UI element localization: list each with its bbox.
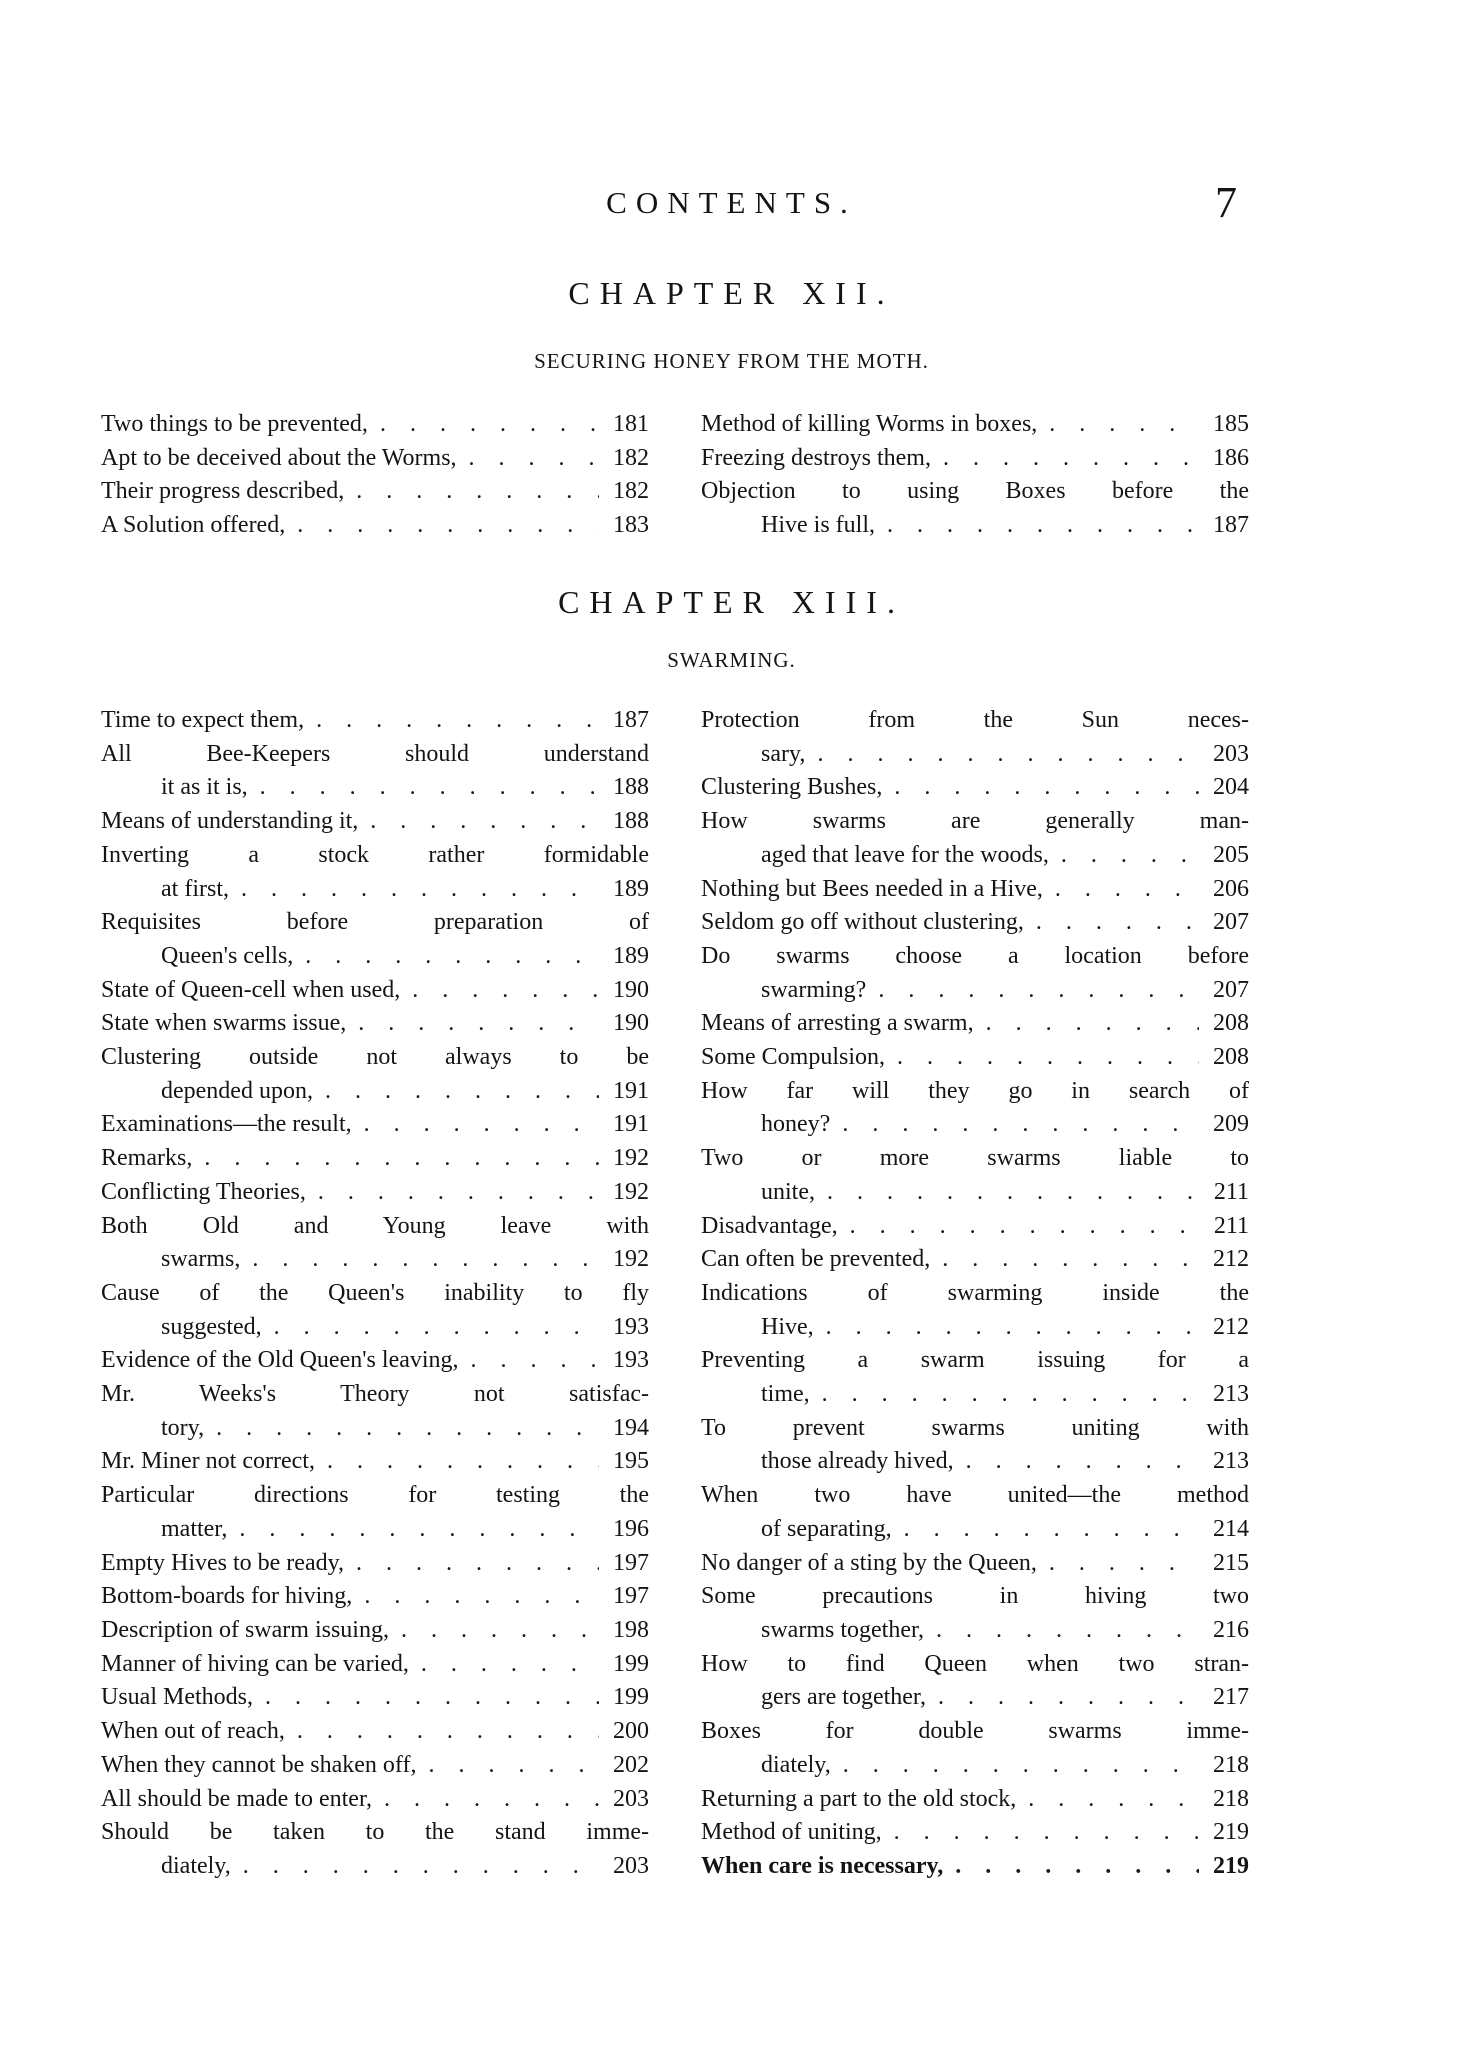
- toc-entry: [701, 1580, 1249, 1647]
- toc-entry-text: Mr. Weeks's Theory not satisfac-: [101, 1381, 649, 1408]
- toc-entry: [101, 408, 649, 442]
- toc-entry: [701, 771, 1249, 805]
- toc-entry-text: When out of reach,: [101, 1718, 285, 1745]
- toc-entry-text: unite,: [761, 1178, 815, 1205]
- toc-entry-text: Clustering outside not always to be: [101, 1044, 649, 1071]
- toc-entry: [101, 1176, 649, 1210]
- toc-entry-text: State when swarms issue,: [101, 1010, 347, 1037]
- leader-dots: [409, 1648, 599, 1682]
- toc-entry: [101, 1648, 649, 1682]
- toc-entry: [101, 1580, 649, 1614]
- toc-page-number: 195: [613, 1448, 649, 1475]
- toc-entry-text: suggested,: [161, 1313, 262, 1340]
- toc-page-number: 218: [1213, 1751, 1249, 1778]
- leader-dots: [227, 1513, 599, 1547]
- toc-entry-text: When care is necessary,: [701, 1852, 944, 1879]
- leader-dots: [815, 1176, 1199, 1210]
- toc-page-number: 181: [613, 411, 649, 437]
- toc-entry-text: Remarks,: [101, 1145, 193, 1172]
- toc-page-number: 212: [1213, 1313, 1249, 1340]
- leader-dots: [892, 1513, 1199, 1547]
- toc-entry-text: Do swarms choose a location before: [701, 942, 1249, 969]
- toc-page-number: 204: [1213, 774, 1249, 801]
- toc-entry-text: Cause of the Queen's inability to fly: [101, 1279, 649, 1306]
- toc-page-number: 191: [613, 1111, 649, 1138]
- chapter-xii-left-column: [101, 408, 649, 543]
- toc-page-number: 203: [1213, 740, 1249, 767]
- toc-page-number: 185: [1213, 411, 1249, 437]
- toc-page-number: 208: [1213, 1044, 1249, 1071]
- leader-dots: [459, 1344, 599, 1378]
- toc-entry: [101, 704, 649, 738]
- toc-entry: [101, 1142, 649, 1176]
- toc-page-number: 203: [613, 1785, 649, 1812]
- toc-entry-text: Bottom-boards for hiving,: [101, 1583, 353, 1610]
- toc-entry-text: Freezing destroys them,: [701, 444, 931, 471]
- toc-entry-text: How swarms are generally man-: [701, 808, 1249, 835]
- toc-entry-text: Protection from the Sun neces-: [701, 707, 1249, 733]
- toc-entry-text: Description of swarm issuing,: [101, 1616, 389, 1643]
- toc-page-number: 188: [613, 774, 649, 801]
- toc-entry-text: Conflicting Theories,: [101, 1178, 306, 1205]
- toc-page-number: 213: [1213, 1381, 1249, 1408]
- toc-entry-text: depended upon,: [161, 1077, 313, 1104]
- toc-entry-text: Hive,: [761, 1313, 814, 1340]
- toc-entry-text: Means of understanding it,: [101, 808, 359, 835]
- toc-entry-text: of separating,: [761, 1515, 892, 1542]
- toc-entry: [101, 1210, 649, 1277]
- toc-page-number: 188: [613, 808, 649, 835]
- toc-page-number: 219: [1213, 1819, 1249, 1846]
- toc-entry: [101, 1816, 649, 1883]
- toc-page-number: 182: [613, 478, 649, 505]
- leader-dots: [974, 1007, 1199, 1041]
- running-title: CONTENTS.: [606, 185, 857, 220]
- toc-entry: [701, 408, 1249, 442]
- leader-dots: [924, 1614, 1199, 1648]
- leader-dots: [866, 974, 1199, 1008]
- toc-entry-text: When two have united—the method: [701, 1482, 1249, 1509]
- toc-entry-text: State of Queen-cell when used,: [101, 976, 401, 1003]
- toc-page-number: 192: [613, 1145, 649, 1172]
- toc-entry-text: Seldom go off without clustering,: [701, 909, 1024, 936]
- toc-entry-text: All Bee-Keepers should understand: [101, 740, 649, 767]
- leader-dots: [931, 442, 1199, 476]
- toc-entry-text: Queen's cells,: [161, 942, 294, 969]
- leader-dots: [231, 1850, 599, 1884]
- toc-entry-text: Two or more swarms liable to: [701, 1145, 1249, 1172]
- toc-entry: [101, 442, 649, 476]
- toc-page-number: 190: [613, 1010, 649, 1037]
- toc-entry-text: swarming?: [761, 976, 867, 1003]
- toc-entry-text: diately,: [761, 1751, 831, 1778]
- leader-dots: [457, 442, 599, 476]
- toc-entry: [101, 906, 649, 973]
- toc-entry-text: gers are together,: [761, 1684, 926, 1711]
- toc-entry-text: Requisites before preparation of: [101, 909, 649, 936]
- leader-dots: [285, 1715, 599, 1749]
- toc-entry: [701, 1715, 1249, 1782]
- toc-entry-text: Hive is full,: [761, 512, 875, 539]
- toc-page-number: 207: [1213, 976, 1249, 1003]
- page-header: [0, 178, 1463, 235]
- toc-entry: [701, 1075, 1249, 1142]
- toc-entry-text: No danger of a sting by the Queen,: [701, 1549, 1037, 1576]
- toc-entry-text: Nothing but Bees needed in a Hive,: [701, 875, 1043, 902]
- leader-dots: [204, 1412, 599, 1446]
- toc-entry-text: it as it is,: [161, 774, 248, 801]
- toc-page-number: 212: [1213, 1246, 1249, 1273]
- leader-dots: [372, 1783, 599, 1817]
- leader-dots: [943, 1850, 1199, 1884]
- leader-dots: [1024, 906, 1199, 940]
- toc-page-number: 217: [1213, 1684, 1249, 1711]
- toc-entry-text: Boxes for double swarms imme-: [701, 1718, 1249, 1745]
- toc-entry: [101, 974, 649, 1008]
- toc-entry: [701, 1850, 1249, 1884]
- toc-page-number: 211: [1213, 1212, 1249, 1239]
- toc-page-number: 209: [1213, 1111, 1249, 1138]
- leader-dots: [313, 1075, 599, 1109]
- toc-page-number: 183: [613, 512, 649, 539]
- toc-entry-text: How far will they go in search of: [701, 1077, 1249, 1104]
- leader-dots: [1037, 408, 1199, 442]
- toc-entry: [701, 940, 1249, 1007]
- toc-entry: [101, 475, 649, 509]
- toc-entry: [101, 1715, 649, 1749]
- toc-entry-text: Method of killing Worms in boxes,: [701, 411, 1038, 437]
- toc-entry-text: tory,: [161, 1414, 205, 1441]
- toc-entry-text: How to find Queen when two stran-: [701, 1650, 1249, 1677]
- chapter-xiii-right-column: [701, 704, 1249, 1884]
- toc-page-number: 202: [613, 1751, 649, 1778]
- chapter-xiii-left-column: [101, 704, 649, 1884]
- toc-entry-text: Some Compulsion,: [701, 1044, 886, 1071]
- leader-dots: [831, 1749, 1199, 1783]
- toc-entry-text: Their progress described,: [101, 478, 345, 505]
- leader-dots: [315, 1445, 599, 1479]
- chapter-xii-subtitle: SECURING HONEY FROM THE MOTH.: [534, 349, 929, 373]
- toc-entry-text: Method of uniting,: [701, 1819, 882, 1846]
- leader-dots: [344, 475, 599, 509]
- toc-page-number: 218: [1213, 1785, 1249, 1812]
- toc-page-number: 196: [613, 1515, 649, 1542]
- toc-entry: [701, 805, 1249, 872]
- toc-entry-text: those already hived,: [761, 1448, 954, 1475]
- leader-dots: [352, 1580, 599, 1614]
- leader-dots: [875, 509, 1199, 543]
- toc-page-number: 205: [1213, 841, 1249, 868]
- toc-entry-text: diately,: [161, 1852, 231, 1879]
- leader-dots: [926, 1681, 1199, 1715]
- leader-dots: [830, 1108, 1199, 1142]
- leader-dots: [368, 408, 599, 442]
- toc-page-number: 208: [1213, 1010, 1249, 1037]
- toc-page-number: 197: [613, 1583, 649, 1610]
- toc-page-number: 192: [613, 1246, 649, 1273]
- toc-entry-text: Both Old and Young leave with: [101, 1212, 649, 1239]
- toc-entry: [701, 1547, 1249, 1581]
- leader-dots: [344, 1547, 599, 1581]
- toc-page-number: 186: [1213, 444, 1249, 471]
- leader-dots: [346, 1007, 599, 1041]
- leader-dots: [293, 940, 599, 974]
- toc-entry: [101, 1547, 649, 1581]
- toc-entry-text: Usual Methods,: [101, 1684, 253, 1711]
- toc-entry-text: Can often be prevented,: [701, 1246, 931, 1273]
- toc-entry-text: Two things to be prevented,: [101, 411, 368, 437]
- toc-page-number: 214: [1213, 1515, 1249, 1542]
- toc-entry: [101, 509, 649, 543]
- toc-page-number: 203: [613, 1852, 649, 1879]
- toc-entry-text: at first,: [161, 875, 229, 902]
- toc-entry-text: Preventing a swarm issuing for a: [701, 1347, 1249, 1374]
- leader-dots: [304, 704, 599, 738]
- toc-page-number: 199: [613, 1650, 649, 1677]
- toc-entry: [701, 1041, 1249, 1075]
- toc-entry: [101, 1681, 649, 1715]
- toc-page-number: 206: [1213, 875, 1249, 902]
- toc-page-number: 215: [1213, 1549, 1249, 1576]
- toc-page-number: 193: [613, 1347, 649, 1374]
- leader-dots: [838, 1210, 1199, 1244]
- leader-dots: [416, 1749, 599, 1783]
- toc-entry: [101, 1783, 649, 1817]
- leader-dots: [400, 974, 599, 1008]
- toc-entry: [101, 1378, 649, 1445]
- toc-entry-text: Mr. Miner not correct,: [101, 1448, 315, 1475]
- toc-entry: [701, 1648, 1249, 1715]
- leader-dots: [805, 738, 1199, 772]
- toc-entry-text: Some precautions in hiving two: [701, 1583, 1249, 1610]
- leader-dots: [814, 1311, 1199, 1345]
- toc-entry: [701, 906, 1249, 940]
- toc-entry-text: To prevent swarms uniting with: [701, 1414, 1249, 1441]
- leader-dots: [1043, 873, 1199, 907]
- toc-entry: [101, 1445, 649, 1479]
- toc-page-number: 198: [613, 1616, 649, 1643]
- toc-page-number: 192: [613, 1178, 649, 1205]
- toc-page-number: 190: [613, 976, 649, 1003]
- toc-entry: [701, 1412, 1249, 1479]
- toc-entry: [101, 839, 649, 906]
- toc-page-number: 211: [1213, 1178, 1249, 1205]
- toc-entry-text: Returning a part to the old stock,: [701, 1785, 1017, 1812]
- leader-dots: [954, 1445, 1199, 1479]
- toc-entry-text: Apt to be deceived about the Worms,: [101, 444, 457, 471]
- toc-entry-text: Empty Hives to be ready,: [101, 1549, 345, 1576]
- toc-entry: [101, 1041, 649, 1108]
- toc-entry: [101, 805, 649, 839]
- leader-dots: [389, 1614, 599, 1648]
- toc-entry: [101, 1749, 649, 1783]
- toc-entry-text: Means of arresting a swarm,: [701, 1010, 974, 1037]
- leader-dots: [192, 1142, 599, 1176]
- toc-entry-text: swarms,: [161, 1246, 241, 1273]
- toc-entry-text: Disadvantage,: [701, 1212, 838, 1239]
- toc-entry-text: Clustering Bushes,: [701, 774, 883, 801]
- leader-dots: [882, 771, 1199, 805]
- toc-page-number: 207: [1213, 909, 1249, 936]
- toc-entry: [701, 1142, 1249, 1209]
- toc-page-number: 187: [1213, 512, 1249, 539]
- toc-entry-text: A Solution offered,: [101, 512, 286, 539]
- toc-entry-text: Examinations—the result,: [101, 1111, 352, 1138]
- leader-dots: [285, 509, 599, 543]
- leader-dots: [229, 873, 599, 907]
- toc-entry-text: Evidence of the Old Queen's leaving,: [101, 1347, 459, 1374]
- leader-dots: [1016, 1783, 1199, 1817]
- toc-entry-text: Particular directions for testing the: [101, 1482, 649, 1509]
- toc-entry: [701, 873, 1249, 907]
- toc-entry-text: swarms together,: [761, 1616, 924, 1643]
- leader-dots: [930, 1243, 1199, 1277]
- toc-entry-text: time,: [761, 1381, 810, 1408]
- toc-entry: [701, 1007, 1249, 1041]
- toc-entry-text: Inverting a stock rather formidable: [101, 841, 649, 868]
- toc-page-number: 189: [613, 942, 649, 969]
- chapter-xiii-title: CHAPTER XIII.: [558, 584, 905, 620]
- toc-entry: [101, 1479, 649, 1546]
- toc-entry-text: Manner of hiving can be varied,: [101, 1650, 409, 1677]
- toc-page-number: 219: [1213, 1852, 1249, 1879]
- toc-entry: [701, 1277, 1249, 1344]
- toc-entry: [701, 442, 1249, 476]
- toc-page-number: 189: [613, 875, 649, 902]
- toc-entry: [101, 1277, 649, 1344]
- leader-dots: [1049, 839, 1199, 873]
- toc-entry: [701, 1479, 1249, 1546]
- toc-entry-text: Objection to using Boxes before the: [701, 478, 1249, 505]
- leader-dots: [885, 1041, 1199, 1075]
- toc-page-number: 197: [613, 1549, 649, 1576]
- toc-entry-text: Should be taken to the stand imme-: [101, 1819, 649, 1846]
- leader-dots: [810, 1378, 1199, 1412]
- toc-entry: [701, 1243, 1249, 1277]
- toc-page-number: 187: [613, 707, 649, 733]
- toc-entry: [701, 1816, 1249, 1850]
- toc-entry-text: Indications of swarming inside the: [701, 1279, 1249, 1306]
- leader-dots: [240, 1243, 599, 1277]
- toc-entry-text: Time to expect them,: [101, 707, 305, 733]
- toc-entry-text: matter,: [161, 1515, 228, 1542]
- leader-dots: [358, 805, 599, 839]
- toc-entry: [101, 1344, 649, 1378]
- toc-page-number: 199: [613, 1684, 649, 1711]
- toc-page-number: 200: [613, 1718, 649, 1745]
- leader-dots: [882, 1816, 1199, 1850]
- toc-page-number: 191: [613, 1077, 649, 1104]
- leader-dots: [253, 1681, 599, 1715]
- toc-entry: [101, 1108, 649, 1142]
- toc-page-number: 216: [1213, 1616, 1249, 1643]
- toc-entry: [701, 1783, 1249, 1817]
- toc-entry: [701, 1344, 1249, 1411]
- toc-entry: [101, 1007, 649, 1041]
- toc-entry-text: sary,: [761, 740, 806, 767]
- toc-entry: [101, 738, 649, 805]
- leader-dots: [306, 1176, 599, 1210]
- toc-entry-text: honey?: [761, 1111, 831, 1138]
- toc-entry: [701, 704, 1249, 771]
- toc-entry: [101, 1614, 649, 1648]
- leader-dots: [352, 1108, 599, 1142]
- leader-dots: [248, 771, 599, 805]
- page-number: 7: [1215, 178, 1237, 227]
- toc-page-number: 213: [1213, 1448, 1249, 1475]
- chapter-xiii-subtitle: SWARMING.: [667, 648, 796, 672]
- toc-entry: [701, 1210, 1249, 1244]
- chapter-xii-right-column: [701, 408, 1249, 543]
- toc-page-number: 193: [613, 1313, 649, 1340]
- chapter-xii-title: CHAPTER XII.: [568, 275, 895, 311]
- toc-page-number: 194: [613, 1414, 649, 1441]
- toc-entry-text: All should be made to enter,: [101, 1785, 372, 1812]
- toc-entry: [701, 475, 1249, 542]
- toc-page-number: 182: [613, 444, 649, 471]
- toc-entry-text: When they cannot be shaken off,: [101, 1751, 417, 1778]
- leader-dots: [262, 1311, 599, 1345]
- toc-entry-text: aged that leave for the woods,: [761, 841, 1049, 868]
- leader-dots: [1037, 1547, 1199, 1581]
